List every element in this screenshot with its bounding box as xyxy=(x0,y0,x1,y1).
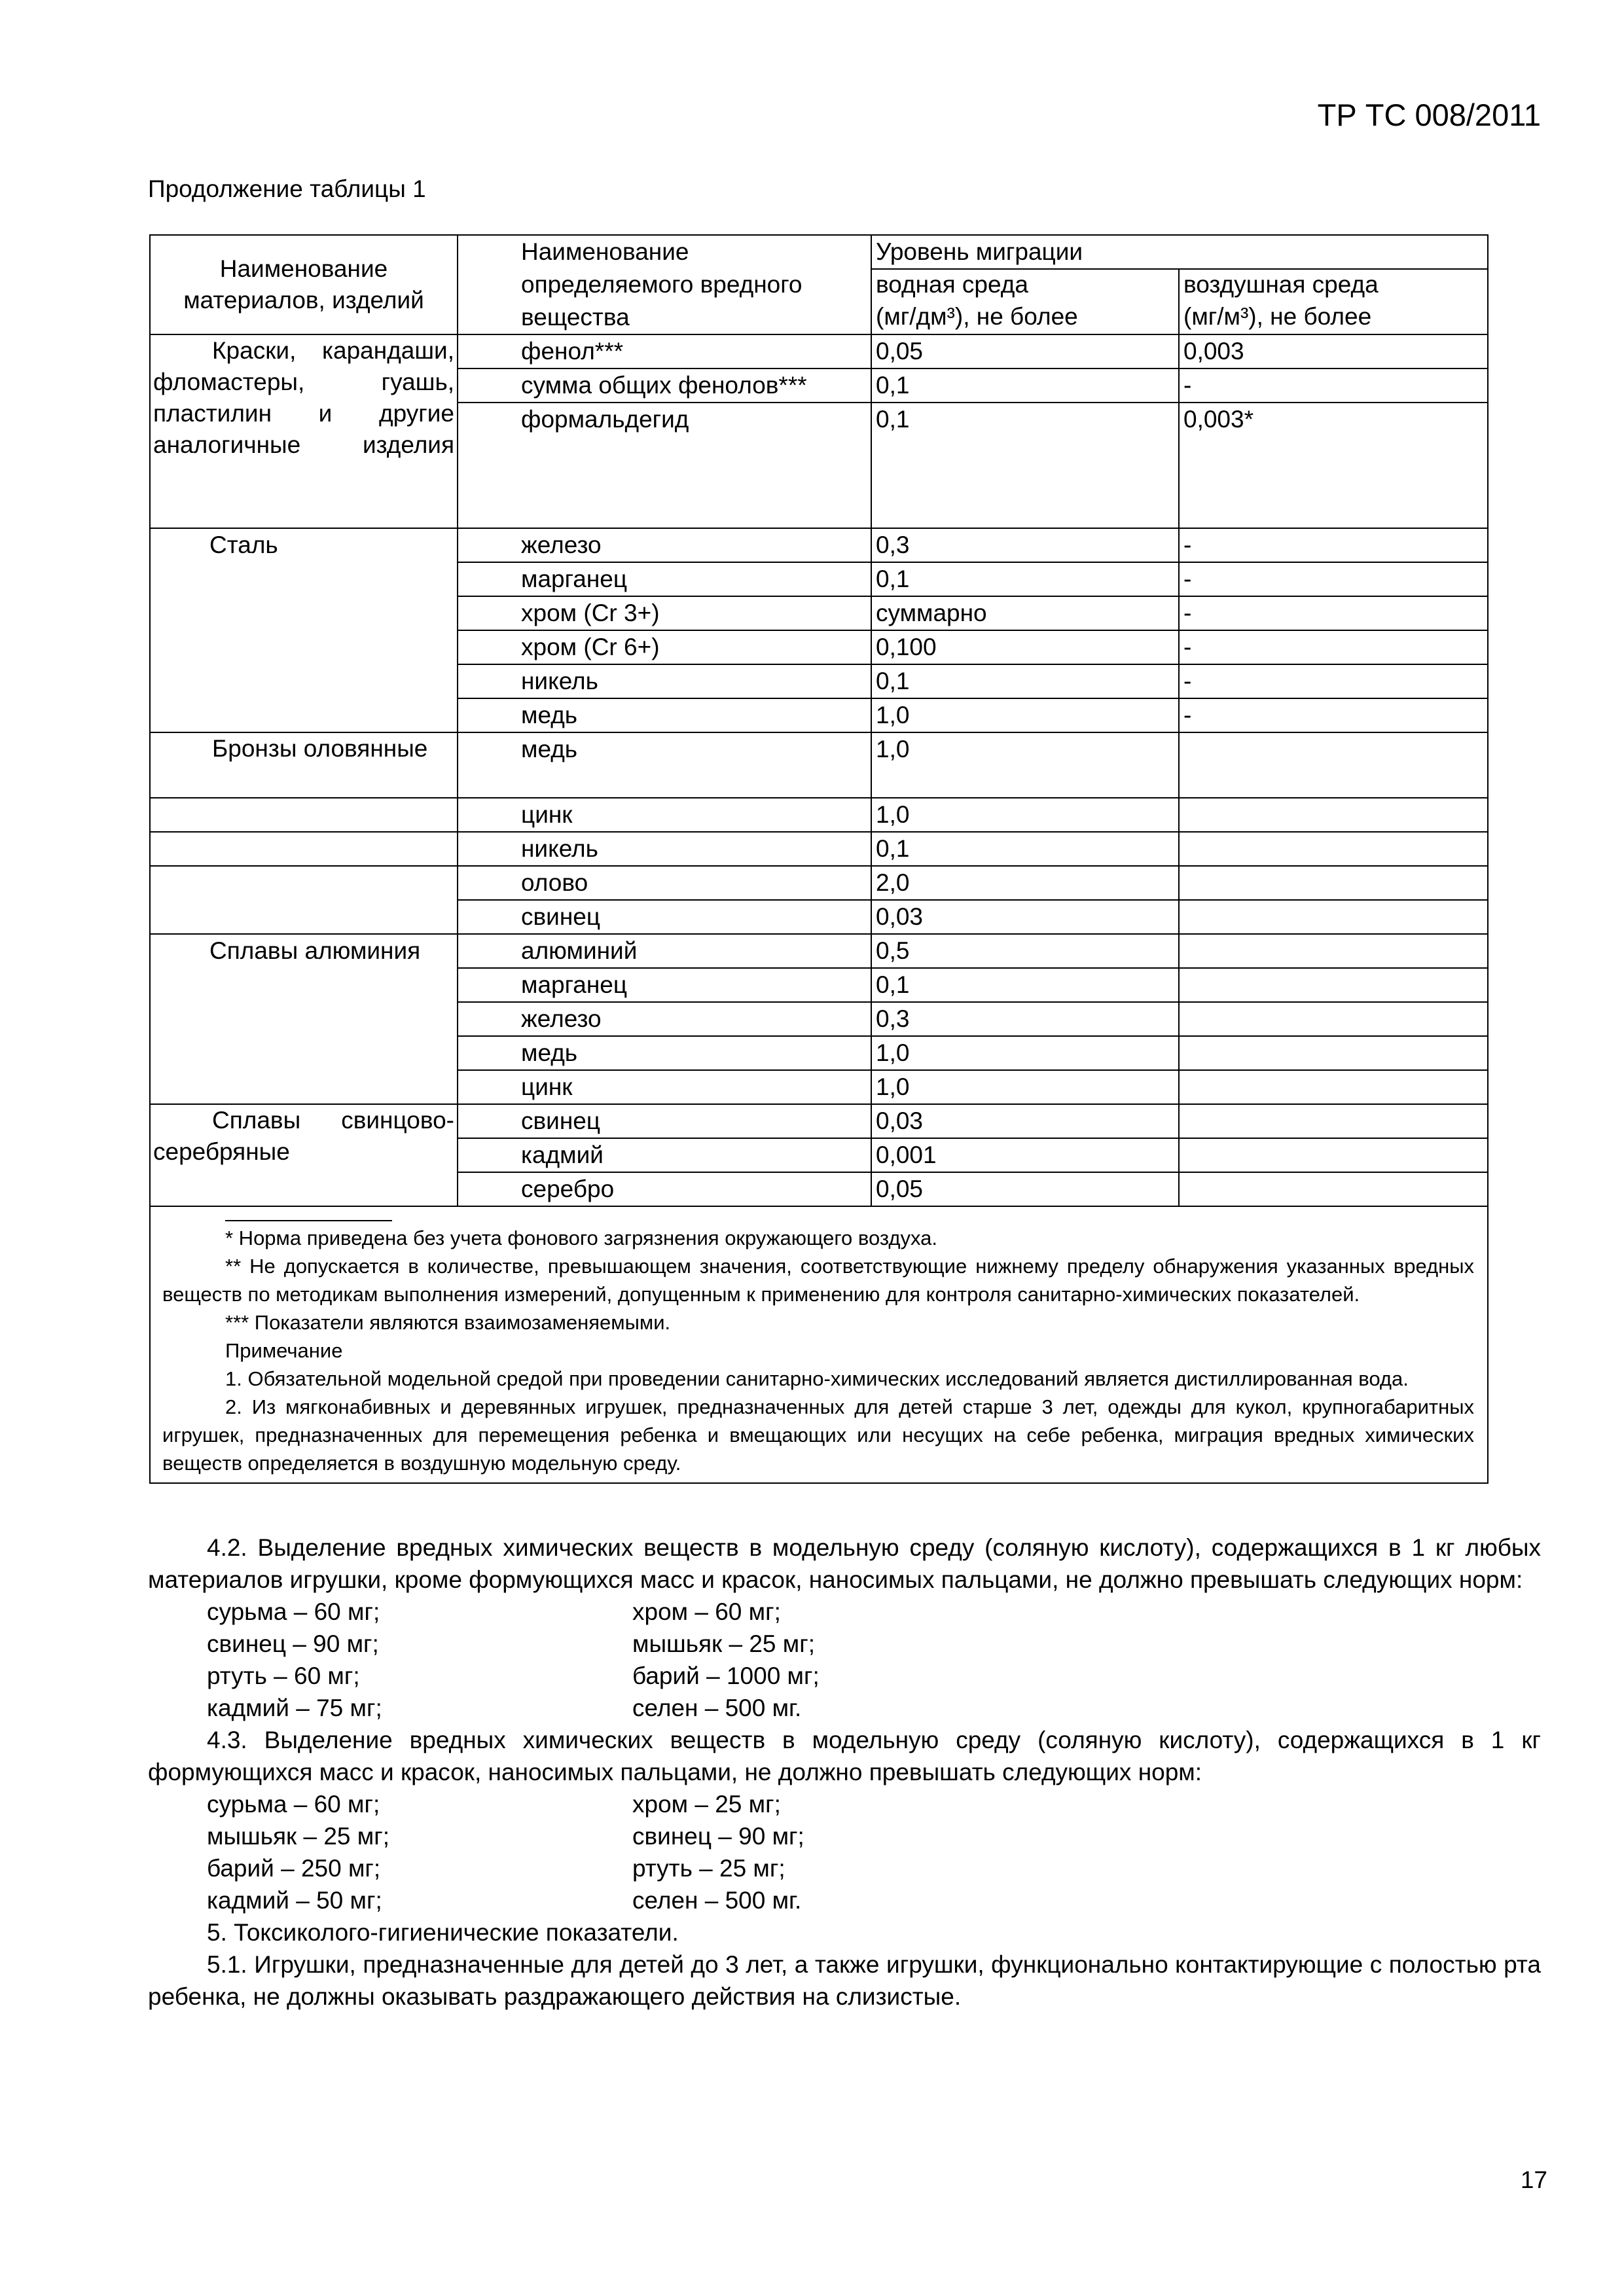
water-cell: 1,0 xyxy=(871,698,1179,732)
air-cell xyxy=(1179,798,1488,832)
substance-cell: никель xyxy=(458,664,871,698)
substance-cell: формальдегид xyxy=(458,403,871,528)
water-cell: 1,0 xyxy=(871,798,1179,832)
water-cell: 0,05 xyxy=(871,1172,1179,1206)
substance-cell: медь xyxy=(458,732,871,798)
header-substance: Наименование определяемого вредного вещества xyxy=(458,235,871,334)
air-cell: - xyxy=(1179,562,1488,596)
group-lead-silver: Сплавы свинцово-серебряные xyxy=(150,1104,458,1206)
limit-item: кадмий – 75 мг; xyxy=(207,1695,382,1721)
limit-item: свинец – 90 мг; xyxy=(207,1630,379,1657)
limit-item: кадмий – 50 мг; xyxy=(207,1887,382,1914)
limit-item: хром – 25 мг; xyxy=(632,1791,781,1818)
substance-cell: кадмий xyxy=(458,1138,871,1172)
limit-row xyxy=(148,1884,1541,1916)
water-cell: 0,1 xyxy=(871,368,1179,403)
water-cell: 0,1 xyxy=(871,968,1179,1002)
remark-2: 2. Из мягконабивных и деревянных игрушек, предназначенных для детей старше 3 лет, одежды для кукол, крупногабаритных игрушек, предназначенных для перемещения ребенка и вмещающих или несущих на себе ребенка, миграция вредных химических веществ определяется в воздушную модельную среду. xyxy=(162,1395,1474,1475)
air-cell: - xyxy=(1179,528,1488,562)
air-cell: - xyxy=(1179,664,1488,698)
group-steel: Сталь xyxy=(150,528,458,732)
empty-material-cell xyxy=(150,798,458,832)
limit-row xyxy=(148,1820,1541,1852)
substance-cell: цинк xyxy=(458,1070,871,1104)
water-cell: 1,0 xyxy=(871,1070,1179,1104)
header-migration: Уровень миграции xyxy=(871,235,1488,269)
paragraph-5-1: 5.1. Игрушки, предназначенные для детей до 3 лет, а также игрушки, функционально контактирующие с полостью рта ребенка, не должны оказывать раздражающего действия на слизистые. xyxy=(148,1951,1541,2010)
limit-item: мышьяк – 25 мг; xyxy=(632,1630,815,1657)
air-cell xyxy=(1179,1002,1488,1036)
air-cell xyxy=(1179,968,1488,1002)
water-cell: 0,03 xyxy=(871,1104,1179,1138)
substance-cell: свинец xyxy=(458,1104,871,1138)
air-cell: 0,003 xyxy=(1179,334,1488,368)
footnote-3: *** Показатели являются взаимозаменяемыми. xyxy=(225,1311,671,1334)
limit-row xyxy=(148,1788,1541,1820)
substance-cell: серебро xyxy=(458,1172,871,1206)
header-water-1: водная среда xyxy=(871,269,1179,301)
air-cell: 0,003* xyxy=(1179,403,1488,528)
air-cell xyxy=(1179,1036,1488,1070)
substance-cell: медь xyxy=(458,1036,871,1070)
header-materials: Наименование материалов, изделий xyxy=(150,235,458,334)
air-cell: - xyxy=(1179,596,1488,630)
header-water-2: (мг/дм³), не более xyxy=(871,301,1179,334)
substance-cell: свинец xyxy=(458,900,871,934)
limit-item: барий – 250 мг; xyxy=(207,1855,381,1882)
water-cell: 0,1 xyxy=(871,403,1179,528)
substance-cell: никель xyxy=(458,832,871,866)
air-cell xyxy=(1179,1104,1488,1138)
limit-row xyxy=(148,1628,1541,1660)
substance-cell: алюминий xyxy=(458,934,871,968)
limit-row xyxy=(148,1596,1541,1628)
air-cell xyxy=(1179,1070,1488,1104)
migration-table xyxy=(149,234,1489,1484)
substance-cell: медь xyxy=(458,698,871,732)
water-cell: 2,0 xyxy=(871,866,1179,900)
substance-cell: железо xyxy=(458,528,871,562)
water-cell: 0,5 xyxy=(871,934,1179,968)
water-cell: 0,3 xyxy=(871,1002,1179,1036)
water-cell: суммарно xyxy=(871,596,1179,630)
air-cell: - xyxy=(1179,630,1488,664)
substance-cell: хром (Cr 6+) xyxy=(458,630,871,664)
footnote-2: ** Не допускается в количестве, превышающем значения, соответствующие нижнему пределу обнаружения указанных вредных веществ по методикам выполнения измерений, допущенным к применению для контроля санитарно-химических показателей. xyxy=(162,1255,1474,1306)
water-cell: 0,3 xyxy=(871,528,1179,562)
water-cell: 0,1 xyxy=(871,664,1179,698)
substance-cell: марганец xyxy=(458,968,871,1002)
paragraph-4-3: 4.3. Выделение вредных химических веществ в модельную среду (соляную кислоту), содержащихся в 1 кг формующихся масс и красок, наносимых пальцами, не должно превышать следующих норм: xyxy=(148,1727,1541,1785)
limit-item: сурьма – 60 мг; xyxy=(207,1791,380,1818)
footnote-separator xyxy=(225,1220,392,1221)
remark-1: 1. Обязательной модельной средой при проведении санитарно-химических исследований является дистиллированная вода. xyxy=(225,1367,1409,1390)
air-cell xyxy=(1179,866,1488,900)
water-cell: 0,1 xyxy=(871,562,1179,596)
group-paints: Краски, карандаши, фломастеры, гуашь, пластилин и другие аналогичные изделия xyxy=(150,334,458,528)
footnote-1: * Норма приведена без учета фонового загрязнения окружающего воздуха. xyxy=(225,1227,937,1249)
header-air-1: воздушная среда xyxy=(1179,269,1488,301)
limit-row xyxy=(148,1852,1541,1884)
header-air-2: (мг/м³), не более xyxy=(1179,301,1488,334)
limit-item: ртуть – 60 мг; xyxy=(207,1662,360,1689)
limit-item: хром – 60 мг; xyxy=(632,1598,781,1625)
empty-material-cell xyxy=(150,832,458,866)
limit-item: селен – 500 мг. xyxy=(632,1695,802,1721)
water-cell: 1,0 xyxy=(871,732,1179,798)
remark-title: Примечание xyxy=(225,1339,343,1362)
limit-item: сурьма – 60 мг; xyxy=(207,1598,380,1625)
page-number: 17 xyxy=(1520,2166,1547,2193)
substance-cell: хром (Cr 3+) xyxy=(458,596,871,630)
limit-row xyxy=(148,1660,1541,1692)
air-cell: - xyxy=(1179,368,1488,403)
water-cell: 0,001 xyxy=(871,1138,1179,1172)
paragraph-4-2: 4.2. Выделение вредных химических веществ в модельную среду (соляную кислоту), содержащихся в 1 кг любых материалов игрушки, кроме формующихся масс и красок, наносимых пальцами, не должно превышать следующих норм: xyxy=(148,1534,1541,1593)
limit-item: селен – 500 мг. xyxy=(632,1887,802,1914)
air-cell xyxy=(1179,900,1488,934)
air-cell xyxy=(1179,1138,1488,1172)
water-cell: 0,05 xyxy=(871,334,1179,368)
substance-cell: сумма общих фенолов*** xyxy=(458,368,871,403)
document-code: ТР ТС 008/2011 xyxy=(1317,98,1541,132)
substance-cell: цинк xyxy=(458,798,871,832)
empty-material-cell xyxy=(150,866,458,934)
air-cell xyxy=(1179,934,1488,968)
limit-item: мышьяк – 25 мг; xyxy=(207,1823,389,1850)
limit-item: ртуть – 25 мг; xyxy=(632,1855,785,1882)
table-continuation-label: Продолжение таблицы 1 xyxy=(148,175,426,202)
water-cell: 0,03 xyxy=(871,900,1179,934)
substance-cell: олово xyxy=(458,866,871,900)
limit-item: барий – 1000 мг; xyxy=(632,1662,820,1689)
air-cell xyxy=(1179,832,1488,866)
table-notes xyxy=(150,1206,1488,1483)
paragraph-5: 5. Токсиколого-гигиенические показатели. xyxy=(207,1919,679,1946)
substance-cell: железо xyxy=(458,1002,871,1036)
water-cell: 0,1 xyxy=(871,832,1179,866)
limit-row xyxy=(148,1692,1541,1724)
group-aluminium: Сплавы алюминия xyxy=(150,934,458,1104)
water-cell: 1,0 xyxy=(871,1036,1179,1070)
group-bronze: Бронзы оловянные xyxy=(150,732,458,798)
air-cell xyxy=(1179,1172,1488,1206)
limit-item: свинец – 90 мг; xyxy=(632,1823,804,1850)
substance-cell: фенол*** xyxy=(458,334,871,368)
substance-cell: марганец xyxy=(458,562,871,596)
water-cell: 0,100 xyxy=(871,630,1179,664)
body-text xyxy=(148,1532,1541,2013)
air-cell: - xyxy=(1179,698,1488,732)
air-cell xyxy=(1179,732,1488,798)
